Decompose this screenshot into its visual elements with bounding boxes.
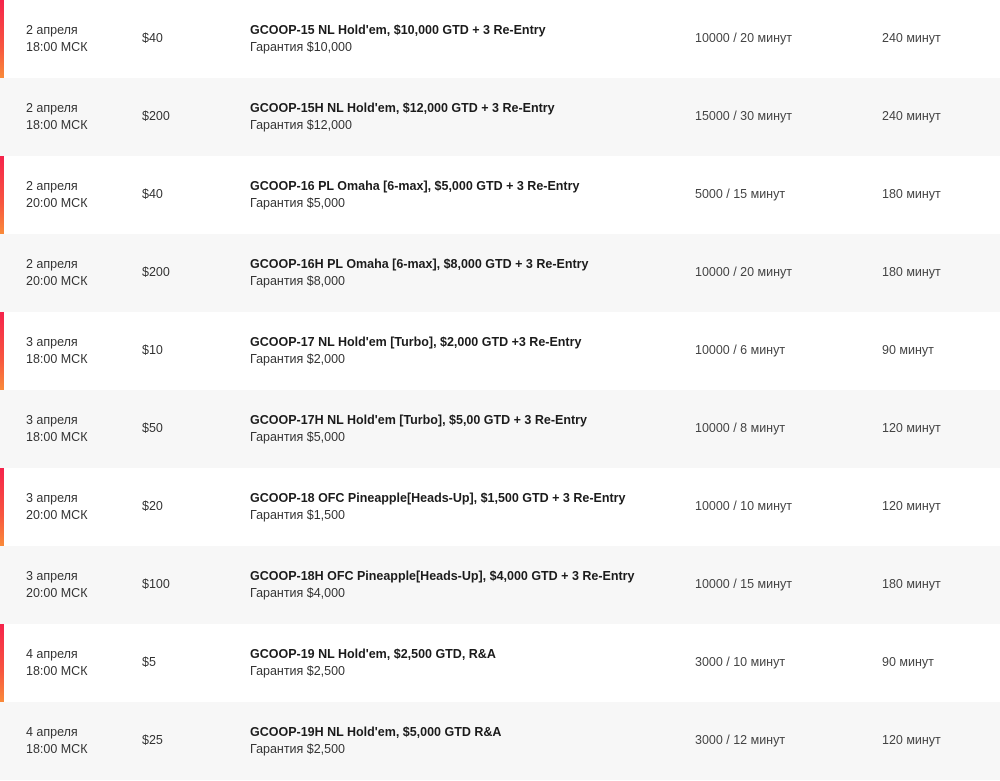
tournament-time: 20:00 МСК <box>26 274 88 288</box>
tournament-info <box>250 178 579 212</box>
tournament-date: 3 апреля <box>26 569 78 583</box>
row-accent-bar <box>0 156 4 234</box>
tournament-name[interactable]: GCOOP-18H OFC Pineapple[Heads-Up], $4,000 GTD + 3 Re-Entry <box>250 569 635 583</box>
tournament-datetime <box>26 256 87 290</box>
tournament-date: 3 апреля <box>26 413 78 427</box>
tournament-datetime <box>26 568 87 602</box>
tournament-date: 2 апреля <box>26 23 78 37</box>
tournament-late-registration: 90 минут <box>882 655 934 669</box>
tournament-name[interactable]: GCOOP-19H NL Hold'em, $5,000 GTD R&A <box>250 725 502 739</box>
tournament-stack-levels: 3000 / 10 минут <box>695 655 786 669</box>
tournament-stack-levels: 10000 / 10 минут <box>695 499 793 513</box>
tournament-buyin: $200 <box>142 109 170 123</box>
tournament-guarantee: Гарантия $5,000 <box>250 196 346 210</box>
tournament-guarantee: Гарантия $2,500 <box>250 742 346 756</box>
tournament-time: 18:00 МСК <box>26 352 88 366</box>
tournament-time: 20:00 МСК <box>26 196 88 210</box>
row-accent-bar <box>0 0 4 78</box>
tournament-date: 2 апреля <box>26 179 78 193</box>
tournament-buyin: $100 <box>142 577 170 591</box>
tournament-late-registration: 240 минут <box>882 109 941 123</box>
tournament-info <box>250 100 555 134</box>
tournament-buyin: $10 <box>142 343 163 357</box>
tournament-name[interactable]: GCOOP-15 NL Hold'em, $10,000 GTD + 3 Re-Entry <box>250 23 546 37</box>
tournament-stack-levels: 10000 / 8 минут <box>695 421 786 435</box>
tournament-name[interactable]: GCOOP-16 PL Omaha [6-max], $5,000 GTD + 3 Re-Entry <box>250 179 580 193</box>
tournament-datetime <box>26 412 87 446</box>
tournament-buyin: $200 <box>142 265 170 279</box>
tournament-info <box>250 412 587 446</box>
tournament-stack-levels: 10000 / 20 минут <box>695 265 793 279</box>
tournament-guarantee: Гарантия $2,000 <box>250 352 346 366</box>
tournament-date: 2 апреля <box>26 101 78 115</box>
tournament-guarantee: Гарантия $12,000 <box>250 118 352 132</box>
tournament-guarantee: Гарантия $4,000 <box>250 586 346 600</box>
tournament-row[interactable] <box>0 624 1000 702</box>
tournament-name[interactable]: GCOOP-17 NL Hold'em [Turbo], $2,000 GTD +3 Re-Entry <box>250 335 582 349</box>
tournament-time: 20:00 МСК <box>26 586 88 600</box>
row-accent-bar <box>0 312 4 390</box>
tournament-stack-levels: 10000 / 15 минут <box>695 577 793 591</box>
tournament-guarantee: Гарантия $8,000 <box>250 274 346 288</box>
tournament-row[interactable] <box>0 0 1000 78</box>
tournament-name[interactable]: GCOOP-19 NL Hold'em, $2,500 GTD, R&A <box>250 647 496 661</box>
tournament-datetime <box>26 22 87 56</box>
tournament-buyin: $20 <box>142 499 163 513</box>
tournament-time: 18:00 МСК <box>26 664 88 678</box>
tournament-stack-levels: 3000 / 12 минут <box>695 733 786 747</box>
tournament-row[interactable] <box>0 234 1000 312</box>
tournament-row[interactable] <box>0 156 1000 234</box>
tournament-date: 4 апреля <box>26 725 78 739</box>
tournament-name[interactable]: GCOOP-18 OFC Pineapple[Heads-Up], $1,500 GTD + 3 Re-Entry <box>250 491 626 505</box>
tournament-late-registration: 120 минут <box>882 421 941 435</box>
tournament-late-registration: 180 минут <box>882 187 941 201</box>
tournament-info <box>250 22 546 56</box>
tournament-info <box>250 334 581 368</box>
tournament-name[interactable]: GCOOP-16H PL Omaha [6-max], $8,000 GTD + 3 Re-Entry <box>250 257 589 271</box>
tournament-late-registration: 120 минут <box>882 733 941 747</box>
tournament-stack-levels: 15000 / 30 минут <box>695 109 793 123</box>
tournament-date: 3 апреля <box>26 491 78 505</box>
tournament-stack-levels: 5000 / 15 минут <box>695 187 786 201</box>
tournament-row[interactable] <box>0 312 1000 390</box>
tournament-name[interactable]: GCOOP-15H NL Hold'em, $12,000 GTD + 3 Re-Entry <box>250 101 555 115</box>
tournament-guarantee: Гарантия $2,500 <box>250 664 346 678</box>
tournament-date: 4 апреля <box>26 647 78 661</box>
tournament-late-registration: 180 минут <box>882 577 941 591</box>
tournament-row[interactable] <box>0 702 1000 780</box>
tournament-buyin: $25 <box>142 733 163 747</box>
tournament-guarantee: Гарантия $10,000 <box>250 40 352 54</box>
tournament-stack-levels: 10000 / 20 минут <box>695 31 793 45</box>
tournament-time: 18:00 МСК <box>26 118 88 132</box>
tournament-datetime <box>26 334 87 368</box>
tournament-guarantee: Гарантия $1,500 <box>250 508 346 522</box>
tournament-date: 2 апреля <box>26 257 78 271</box>
tournament-date: 3 апреля <box>26 335 78 349</box>
tournament-row[interactable] <box>0 468 1000 546</box>
tournament-datetime <box>26 178 87 212</box>
tournament-datetime <box>26 100 87 134</box>
tournament-info <box>250 256 588 290</box>
tournament-time: 18:00 МСК <box>26 40 88 54</box>
tournament-info <box>250 724 501 758</box>
tournament-info <box>250 568 634 602</box>
tournament-info <box>250 646 496 680</box>
tournament-guarantee: Гарантия $5,000 <box>250 430 346 444</box>
tournament-datetime <box>26 490 87 524</box>
tournament-time: 18:00 МСК <box>26 742 88 756</box>
tournament-late-registration: 180 минут <box>882 265 941 279</box>
tournament-late-registration: 90 минут <box>882 343 934 357</box>
row-accent-bar <box>0 624 4 702</box>
tournament-row[interactable] <box>0 390 1000 468</box>
tournament-stack-levels: 10000 / 6 минут <box>695 343 786 357</box>
tournament-buyin: $40 <box>142 187 163 201</box>
tournament-row[interactable] <box>0 546 1000 624</box>
tournament-buyin: $40 <box>142 31 163 45</box>
tournament-buyin: $50 <box>142 421 163 435</box>
tournament-name[interactable]: GCOOP-17H NL Hold'em [Turbo], $5,00 GTD + 3 Re-Entry <box>250 413 587 427</box>
tournament-datetime <box>26 646 87 680</box>
tournament-buyin: $5 <box>142 655 156 669</box>
tournament-time: 18:00 МСК <box>26 430 88 444</box>
tournament-late-registration: 120 минут <box>882 499 941 513</box>
row-accent-bar <box>0 468 4 546</box>
tournament-row[interactable] <box>0 78 1000 156</box>
tournament-time: 20:00 МСК <box>26 508 88 522</box>
tournament-datetime <box>26 724 87 758</box>
tournament-info <box>250 490 625 524</box>
tournament-late-registration: 240 минут <box>882 31 941 45</box>
